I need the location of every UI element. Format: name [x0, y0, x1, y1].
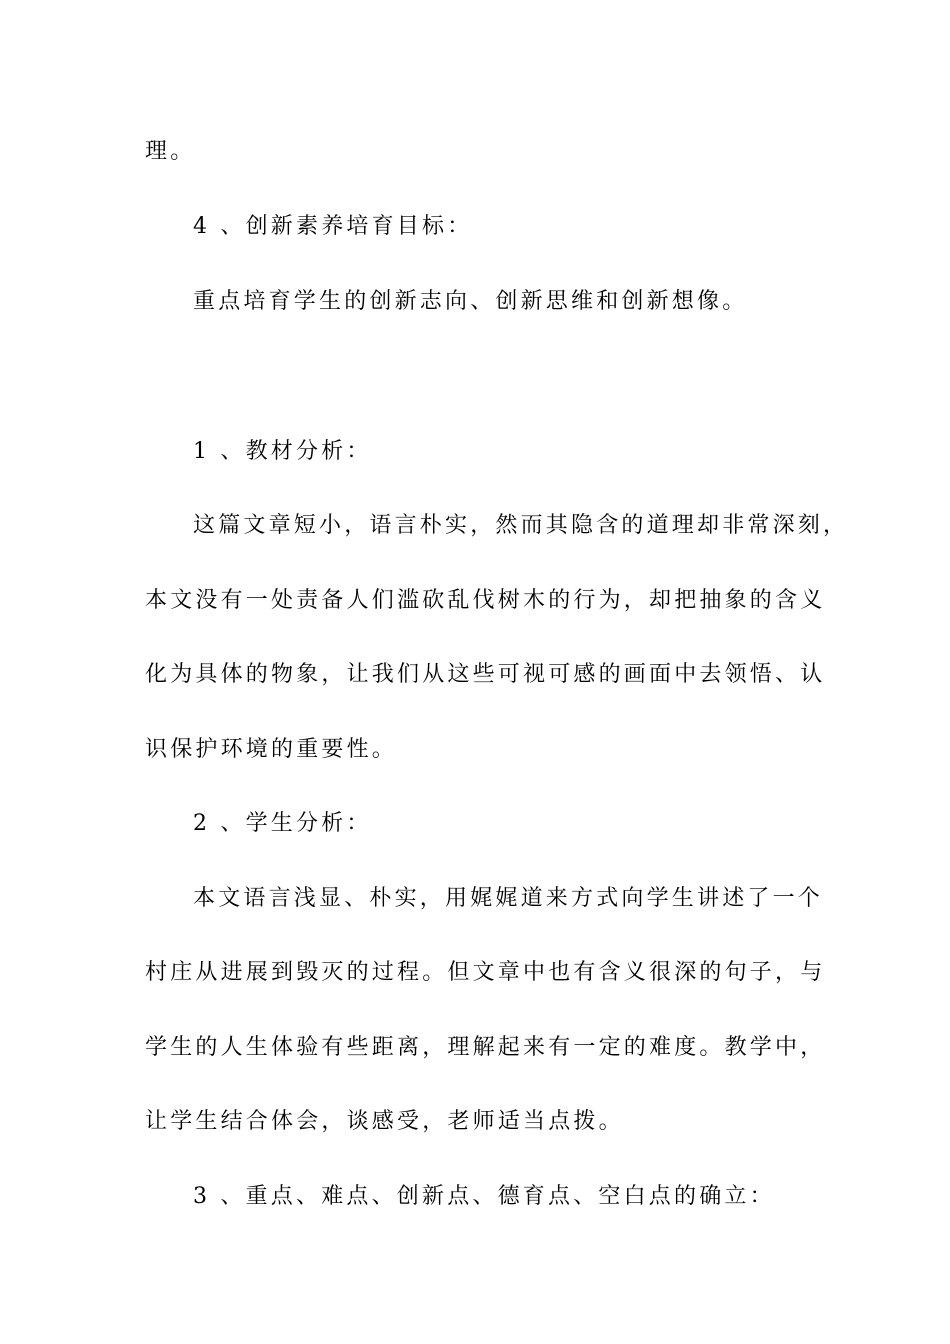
section-heading-2: 2 、学生分析：	[193, 811, 372, 836]
paragraph-line: 理。	[145, 139, 196, 164]
section-heading-4: 4 、创新素养培育目标：	[193, 214, 473, 239]
paragraph-line: 重点培育学生的创新志向、创新思维和创新想像。	[193, 289, 748, 314]
paragraph-line: 化为具体的物象，让我们从这些可视可感的画面中去领悟、认	[145, 662, 826, 687]
paragraph-line: 学生的人生体验有些距离，理解起来有一定的难度。教学中，	[145, 1035, 826, 1060]
paragraph-line: 这篇文章短小，语言朴实，然而其隐含的道理却非常深刻，	[193, 513, 849, 538]
section-heading-3: 3 、重点、难点、创新点、德育点、空白点的确立：	[193, 1184, 775, 1209]
paragraph-line: 本文没有一处责备人们滥砍乱伐树木的行为，却把抽象的含义	[145, 588, 826, 613]
paragraph-line: 本文语言浅显、朴实，用娓娓道来方式向学生讲述了一个	[193, 886, 824, 911]
paragraph-line: 村庄从进展到毁灭的过程。但文章中也有含义很深的句子，与	[145, 960, 826, 985]
paragraph-line: 让学生结合体会，谈感受，老师适当点拨。	[145, 1109, 624, 1134]
paragraph-line: 识保护环境的重要性。	[145, 737, 398, 762]
section-heading-1: 1 、教材分析：	[193, 439, 372, 464]
